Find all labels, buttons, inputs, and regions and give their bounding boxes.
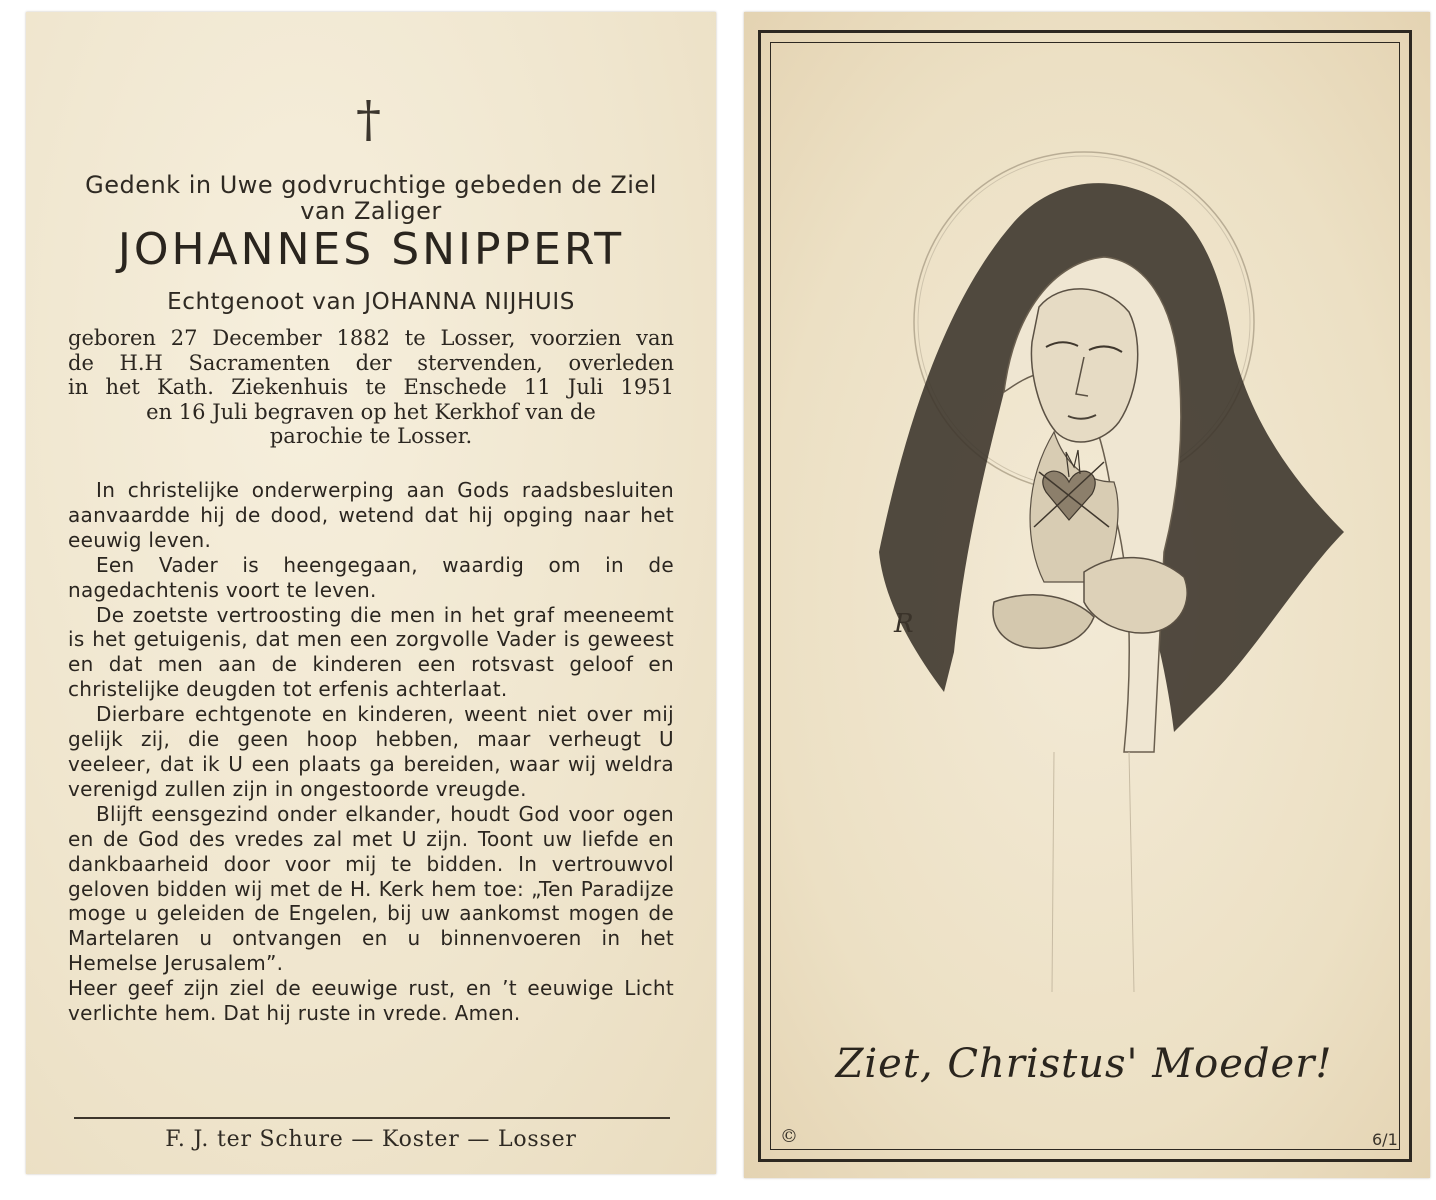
paragraph: Dierbare echtgenote en kinderen, weent niet over mij gelijk zij, die geen hoop hebben, maar verheugt U veeleer, dat ik U een plaats ga bereiden, waar wij weldra verenigd zullen zijn in ongestoorde vreugde. bbox=[68, 702, 674, 801]
bio-line: en 16 Juli begraven op het Kerkhof van de bbox=[146, 399, 596, 424]
card-code: 6/1 bbox=[1372, 1130, 1398, 1149]
mater-dolorosa-drawing bbox=[784, 132, 1384, 1012]
paragraph: Blijft eensgezind onder elkander, houdt God voor ogen en de God des vredes zal met U zijn. Toont uw liefde en dankbaarheid door voor mij te bidden. In vertrouwvol geloven bidden wij met de H. Kerk hem toe: „Ten Paradijze moge u geleiden de Engelen, bij uw aankomst mogen de Martelaren u ontvangen en u binnenvoeren in het Hemelse Jerusalem”. bbox=[68, 801, 674, 976]
bio-line: geboren 27 December 1882 te Losser, voorzien van bbox=[68, 326, 674, 350]
motto: Ziet, Christus' Moeder! bbox=[835, 1041, 1333, 1087]
deceased-name: JOHANNES SNIPPERT bbox=[117, 224, 625, 275]
memorial-card-text-side bbox=[26, 12, 716, 1174]
memorial-card-image-side bbox=[744, 12, 1430, 1178]
bio-line: in het Kath. Ziekenhuis te Enschede 11 Juli 1951 bbox=[68, 375, 674, 400]
cross-icon: † bbox=[356, 90, 381, 148]
paragraph: In christelijke onderwerping aan Gods raadsbesluiten aanvaardde hij de dood, wetend dat hij opging naar het eeuwig leven. bbox=[68, 478, 674, 552]
intro-line: Gedenk in Uwe godvruchtige gebeden de Ziel bbox=[85, 171, 657, 199]
bio-line: de H.H Sacramenten der stervenden, overleden bbox=[68, 350, 674, 375]
intro-line: van Zaliger bbox=[300, 197, 442, 225]
biography bbox=[68, 326, 674, 449]
bio-line: parochie te Losser. bbox=[269, 424, 473, 449]
prayer-text bbox=[68, 478, 674, 1026]
divider bbox=[74, 1117, 670, 1119]
paragraph: De zoetste vertroosting die men in het graf meeneemt is het getuigenis, dat men een zorgvolle Vader is geweest en dat men aan de kinderen een rotsvast geloof en christelijke deugden tot erfenis achterlaat. bbox=[68, 602, 674, 702]
artist-monogram: R bbox=[894, 609, 914, 639]
intro-text bbox=[66, 172, 676, 224]
printer-credit: F. J. ter Schure — Koster — Losser bbox=[165, 1127, 577, 1152]
publisher-mark: © bbox=[780, 1126, 798, 1147]
paragraph: Heer geef zijn ziel de eeuwige rust, en ’t eeuwige Licht verlichte hem. Dat hij ruste in vrede. Amen. bbox=[68, 976, 674, 1026]
hands bbox=[1084, 558, 1187, 633]
paragraph: Een Vader is heengegaan, waardig om in de nagedachtenis voort te leven. bbox=[68, 552, 674, 602]
spouse-line: Echtgenoot van JOHANNA NIJHUIS bbox=[167, 289, 575, 315]
